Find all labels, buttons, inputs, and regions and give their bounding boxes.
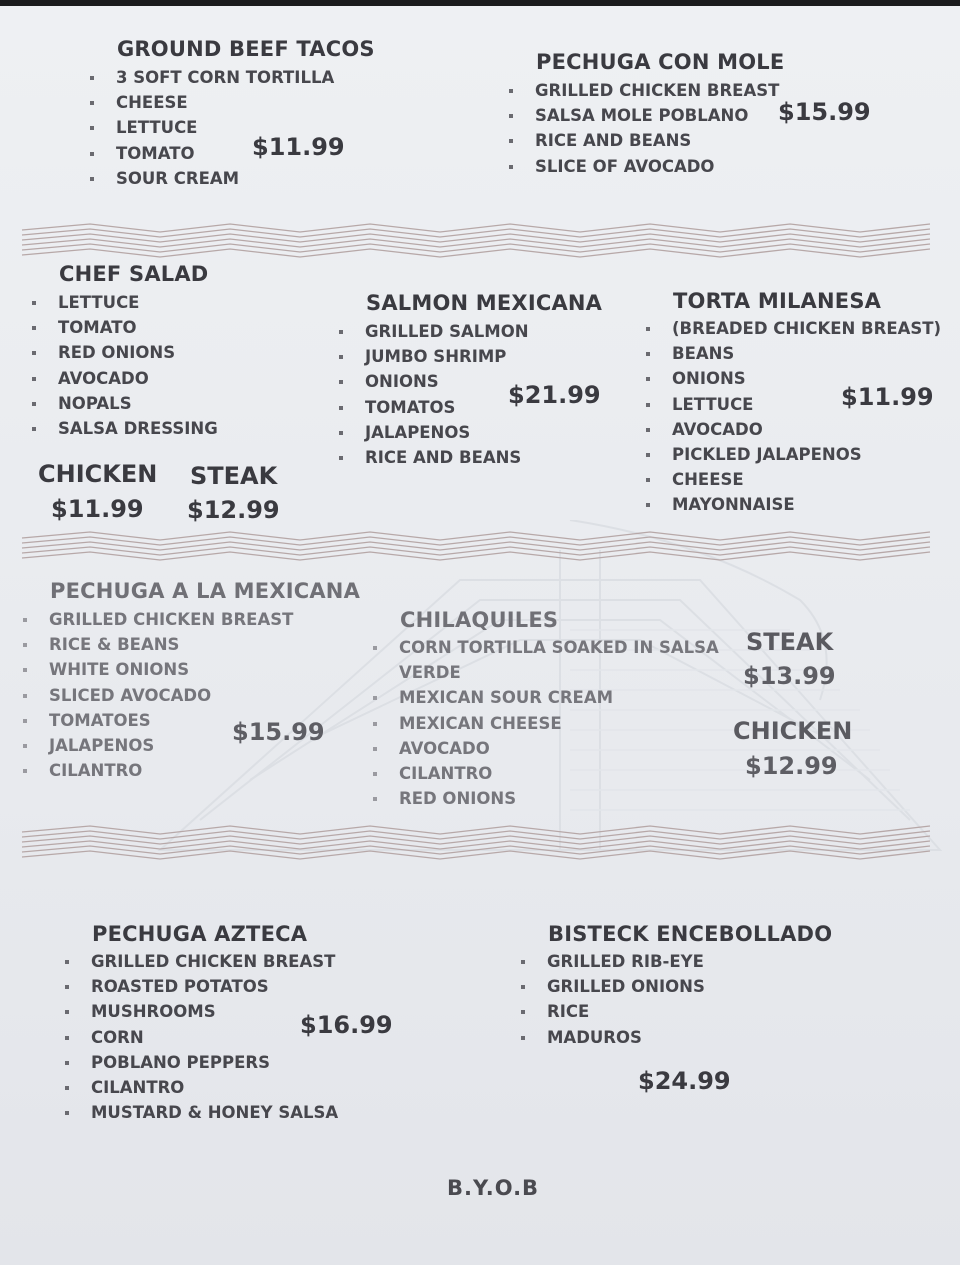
chef-salad-section — [30, 262, 218, 441]
bisteck-encebollado-section — [519, 922, 832, 1050]
bisteck-encebollado-price: $24.99 — [638, 1067, 731, 1095]
list-item: ONIONS — [644, 366, 941, 391]
list-item: MUSTARD & HONEY SALSA — [63, 1100, 338, 1125]
pechuga-con-mole-price: $15.99 — [778, 98, 871, 126]
bisteck-encebollado-title: BISTECK ENCEBOLLADO — [548, 922, 833, 946]
chef-salad-steak-label: STEAK — [190, 462, 278, 490]
chilaquiles-steak-price: $13.99 — [743, 662, 836, 690]
chef-salad-chicken-label: CHICKEN — [38, 460, 158, 488]
bisteck-encebollado-ingredients — [519, 949, 832, 1050]
pechuga-azteca-price: $16.99 — [300, 1011, 393, 1039]
list-item: GRILLED SALMON — [337, 319, 602, 344]
pechuga-azteca-title: PECHUGA AZTECA — [92, 922, 308, 946]
list-item: CORN TORTILLA SOAKED IN SALSA — [371, 635, 719, 660]
torta-milanesa-ingredients — [644, 316, 941, 518]
list-item: AVOCADO — [371, 736, 719, 761]
list-item: WHITE ONIONS — [21, 657, 360, 682]
chilaquiles-ingredients — [371, 635, 719, 811]
list-item: MAYONNAISE — [644, 492, 941, 517]
pechuga-azteca-section — [63, 922, 338, 1125]
list-item: ONIONS — [337, 369, 602, 394]
byob-note: B.Y.O.B — [447, 1176, 540, 1200]
chilaquiles-chicken-price: $12.99 — [745, 752, 838, 780]
list-item: SALSA DRESSING — [30, 416, 218, 441]
ground-beef-tacos-section — [88, 37, 375, 191]
chilaquiles-title: CHILAQUILES — [400, 608, 559, 632]
list-item: ROASTED POTATOS — [63, 974, 338, 999]
list-item: RICE AND BEANS — [337, 445, 602, 470]
list-item: GRILLED CHICKEN BREAST — [63, 949, 338, 974]
list-item: SLICED AVOCADO — [21, 683, 360, 708]
torta-milanesa-price: $11.99 — [841, 383, 934, 411]
list-item-continuation: VERDE — [399, 663, 461, 683]
list-item: (BREADED CHICKEN BREAST) — [644, 316, 941, 341]
list-item: JALAPENOS — [337, 420, 602, 445]
list-item: LETTUCE — [88, 115, 375, 140]
list-item: CHEESE — [88, 90, 375, 115]
list-item: CHEESE — [644, 467, 941, 492]
ground-beef-tacos-ingredients — [88, 65, 375, 191]
list-item: MEXICAN SOUR CREAM — [371, 685, 719, 710]
list-item: TOMATO — [30, 315, 218, 340]
list-item: MUSHROOMS — [63, 999, 338, 1024]
pechuga-a-la-mexicana-price: $15.99 — [232, 718, 325, 746]
pechuga-con-mole-ingredients — [507, 78, 784, 179]
pechuga-a-la-mexicana-title: PECHUGA A LA MEXICANA — [50, 579, 361, 603]
list-item: POBLANO PEPPERS — [63, 1050, 338, 1075]
list-item: 3 SOFT CORN TORTILLA — [88, 65, 375, 90]
pechuga-a-la-mexicana-section — [21, 579, 360, 783]
chef-salad-title: CHEF SALAD — [59, 262, 209, 286]
list-item: LETTUCE — [644, 392, 941, 417]
list-item: GRILLED CHICKEN BREAST — [507, 78, 784, 103]
salmon-mexicana-price: $21.99 — [508, 381, 601, 409]
list-item: JUMBO SHRIMP — [337, 344, 602, 369]
list-item: RED ONIONS — [30, 340, 218, 365]
list-item: LETTUCE — [30, 290, 218, 315]
list-item: RICE & BEANS — [21, 632, 360, 657]
chef-salad-steak-price: $12.99 — [187, 496, 280, 524]
list-item: AVOCADO — [644, 417, 941, 442]
list-item: CILANTRO — [371, 761, 719, 786]
ground-beef-tacos-price: $11.99 — [252, 133, 345, 161]
list-item: NOPALS — [30, 391, 218, 416]
list-item: TOMATO — [88, 141, 375, 166]
pechuga-con-mole-section — [507, 50, 784, 179]
wave-divider-3 — [0, 820, 960, 880]
list-item: JALAPENOS — [21, 733, 360, 758]
list-item: MEXICAN CHEESE — [371, 711, 719, 736]
chilaquiles-section — [371, 608, 719, 811]
list-item: GRILLED RIB-EYE — [519, 949, 832, 974]
list-item: TOMATOES — [21, 708, 360, 733]
list-item: SALSA MOLE POBLANO — [507, 103, 784, 128]
list-item: BEANS — [644, 341, 941, 366]
list-item: CILANTRO — [63, 1075, 338, 1100]
salmon-mexicana-title: SALMON MEXICANA — [366, 291, 603, 315]
chef-salad-chicken-price: $11.99 — [51, 495, 144, 523]
pechuga-con-mole-title: PECHUGA CON MOLE — [536, 50, 785, 74]
list-item: PICKLED JALAPENOS — [644, 442, 941, 467]
list-item: AVOCADO — [30, 366, 218, 391]
list-item: MADUROS — [519, 1025, 832, 1050]
list-item: RED ONIONS — [371, 786, 719, 811]
list-item: SOUR CREAM — [88, 166, 375, 191]
pechuga-azteca-ingredients — [63, 949, 338, 1125]
chef-salad-ingredients — [30, 290, 218, 441]
chilaquiles-chicken-label: CHICKEN — [733, 717, 853, 745]
list-item: RICE AND BEANS — [507, 128, 784, 153]
list-item: GRILLED ONIONS — [519, 974, 832, 999]
list-item: TOMATOS — [337, 395, 602, 420]
wave-divider-2 — [0, 526, 960, 586]
list-item: CILANTRO — [21, 758, 360, 783]
torta-milanesa-title: TORTA MILANESA — [673, 289, 882, 313]
list-item: RICE — [519, 999, 832, 1024]
list-item: GRILLED CHICKEN BREAST — [21, 607, 360, 632]
chilaquiles-steak-label: STEAK — [746, 628, 834, 656]
pechuga-a-la-mexicana-ingredients — [21, 607, 360, 783]
ground-beef-tacos-title: GROUND BEEF TACOS — [117, 37, 375, 61]
list-item: SLICE OF AVOCADO — [507, 154, 784, 179]
list-item: CORN — [63, 1025, 338, 1050]
